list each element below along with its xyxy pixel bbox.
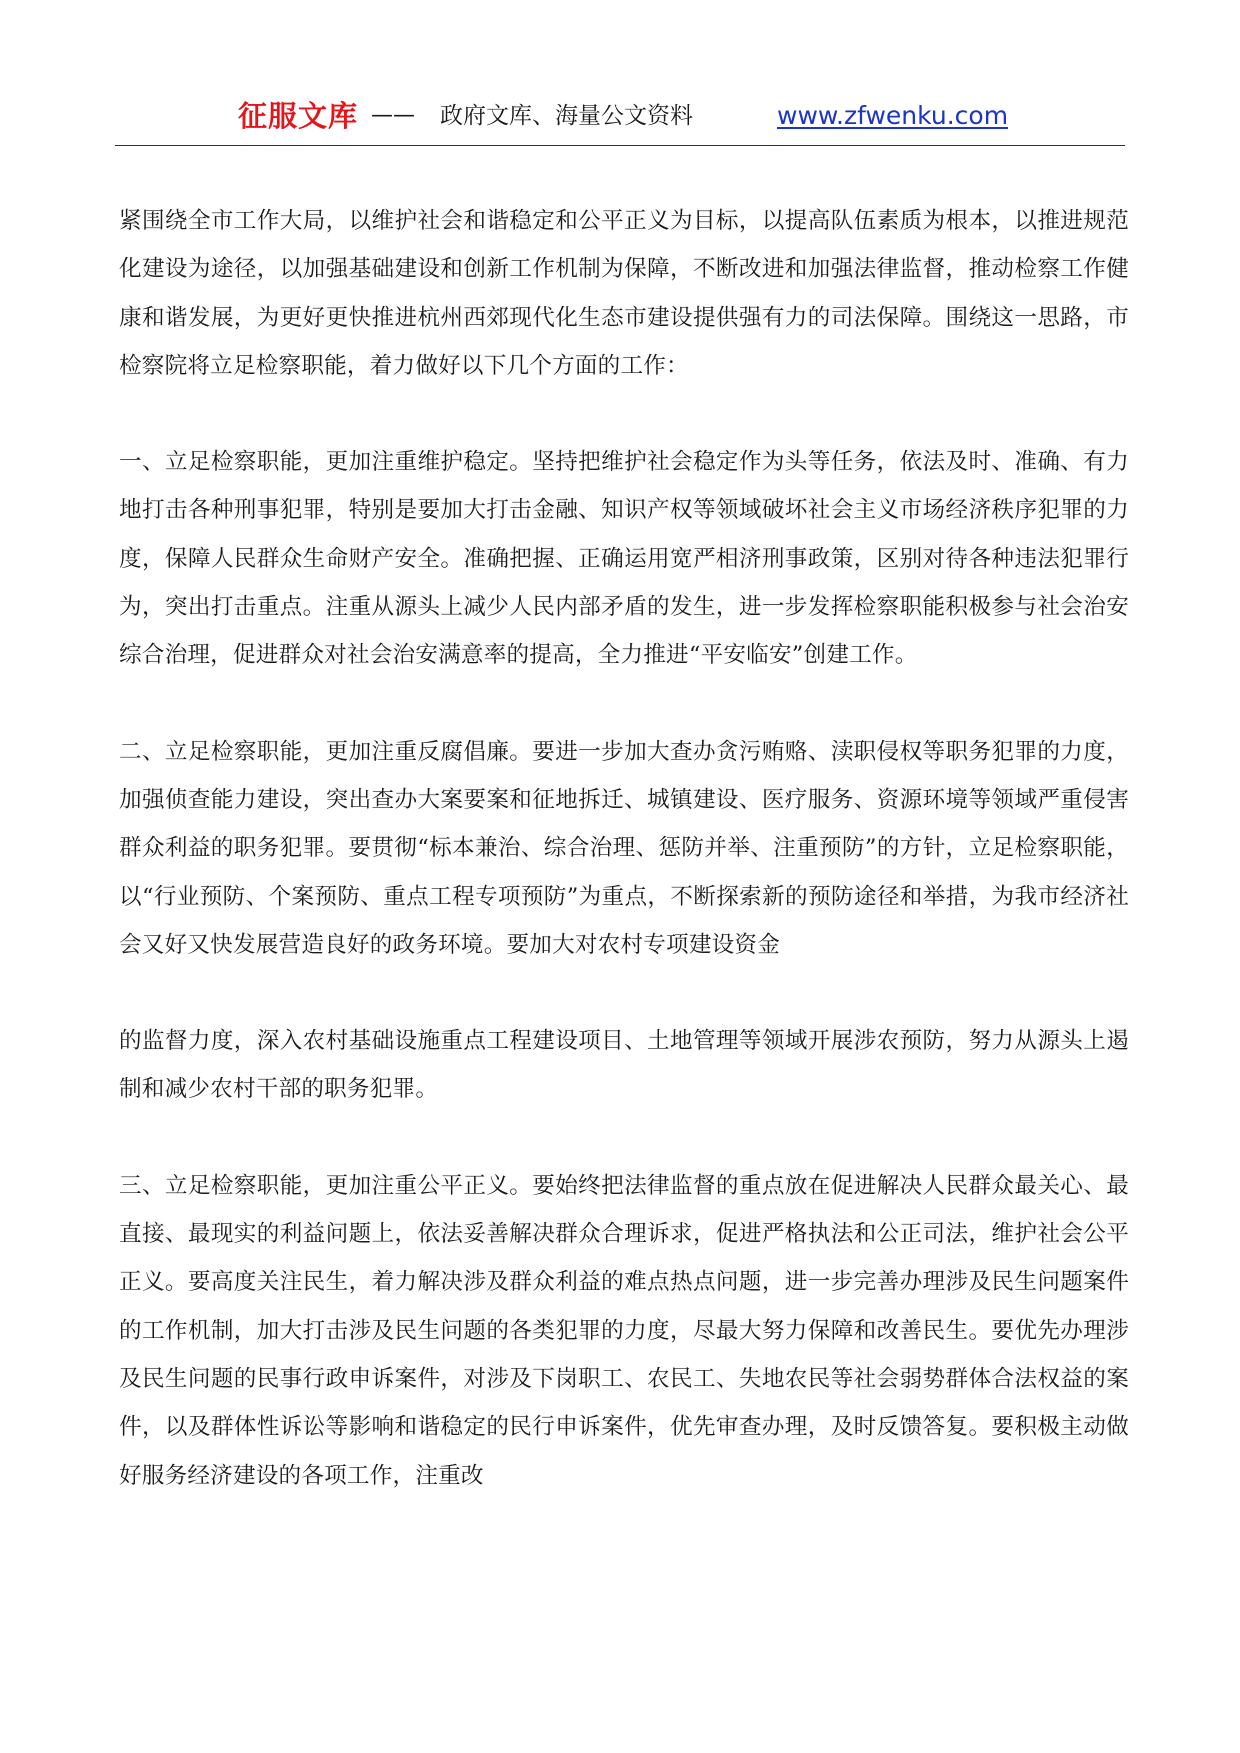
brand-logo: 征服文库 (238, 99, 359, 133)
document-body (119, 197, 1129, 1500)
header-tagline: 政府文库、海量公文资料 (440, 103, 693, 129)
paragraph-section-3: 三、立足检察职能，更加注重公平正义。要始终把法律监督的重点放在促进解决人民群众最关心、最直接、最现实的利益问题上，依法妥善解决群众合理诉求，促进严格执法和公正司法，维护社会公平正义。要高度关注民生，着力解决涉及群众利益的难点热点问题，进一步完善办理涉及民生问题案件的工作机制，加大打击涉及民生问题的各类犯罪的力度，尽最大努力保障和改善民生。要优先办理涉及民生问题的民事行政申诉案件，对涉及下岗职工、农民工、失地农民等社会弱势群体合法权益的案件，以及群体性诉讼等影响和谐稳定的民行申诉案件，优先审查办理，及时反馈答复。要积极主动做好服务经济建设的各项工作，注重改 (119, 1172, 1129, 1489)
header-dash: —— (371, 103, 415, 128)
site-link[interactable]: www.zfwenku.com (777, 101, 1009, 130)
paragraph-intro: 紧围绕全市工作大局，以维护社会和谐稳定和公平正义为目标，以提高队伍素质为根本，以推进规范化建设为途径，以加强基础建设和创新工作机制为保障，不断改进和加强法律监督，推动检察工作健康和谐发展，为更好更快推进杭州西郊现代化生态市建设提供强有力的司法保障。围绕这一思路，市检察院将立足检察职能，着力做好以下几个方面的工作： (119, 208, 1129, 379)
paragraph-section-2: 二、立足检察职能，更加注重反腐倡廉。要进一步加大查办贪污贿赂、渎职侵权等职务犯罪的力度，加强侦查能力建设，突出查办大案要案和征地拆迁、城镇建设、医疗服务、资源环境等领域严重侵害群众利益的职务犯罪。要贯彻“标本兼治、综合治理、惩防并举、注重预防”的方针，立足检察职能，以“行业预防、个案预防、重点工程专项预防”为重点，不断探索新的预防途径和举措，为我市经济社会又好又快发展营造良好的政务环境。要加大对农村专项建设资金 (119, 738, 1129, 958)
paragraph-section-2-continued: 的监督力度，深入农村基础设施重点工程建设项目、土地管理等领域开展涉农预防，努力从源头上遏制和减少农村干部的职务犯罪。 (119, 1028, 1129, 1103)
page-header (115, 96, 1125, 146)
paragraph-section-1: 一、立足检察职能，更加注重维护稳定。坚持把维护社会稳定作为头等任务，依法及时、准确、有力地打击各种刑事犯罪，特别是要加大打击金融、知识产权等领域破坏社会主义市场经济秩序犯罪的力度，保障人民群众生命财产安全。准确把握、正确运用宽严相济刑事政策，区别对待各种违法犯罪行为，突出打击重点。注重从源头上减少人民内部矛盾的发生，进一步发挥检察职能积极参与社会治安综合治理，促进群众对社会治安满意率的提高，全力推进“平安临安”创建工作。 (119, 449, 1129, 669)
